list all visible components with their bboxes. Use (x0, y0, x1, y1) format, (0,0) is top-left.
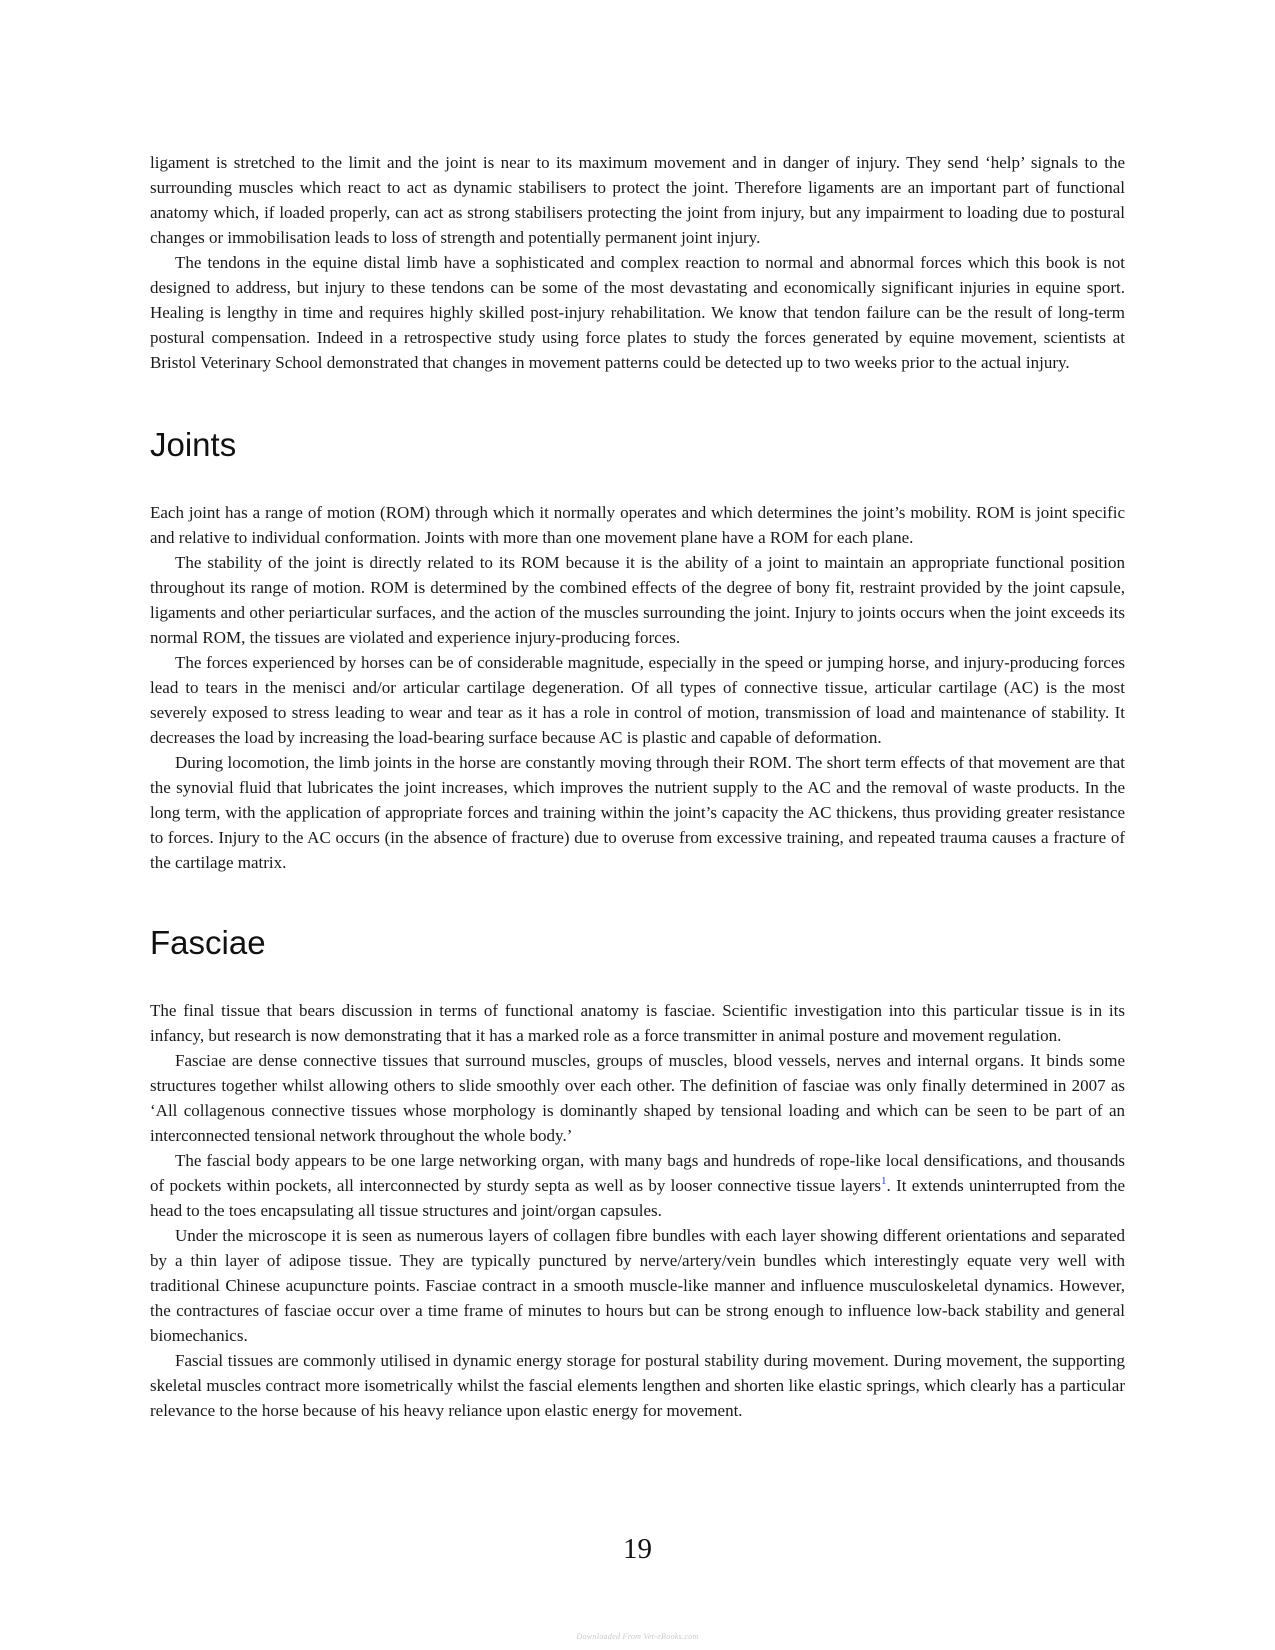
section-heading-joints: Joints (150, 426, 237, 463)
joints-paragraph-2: The stability of the joint is directly related to its ROM because it is the ability of a joint to maintain an appropriate functional position throughout its range of motion. ROM is determined by the combined effects of the degree of bony fit, restraint provided by the joint capsule, ligaments and other periarticular surfaces, and the action of the muscles surrounding the joint. Injury to joints occurs when the joint exceeds its normal ROM, the tissues are violated and experience injury-producing forces. (150, 553, 1125, 647)
joints-paragraph-4: During locomotion, the limb joints in the horse are constantly moving through their ROM. The short term effects of that movement are that the synovial fluid that lubricates the joint increases, which improves the nutrient supply to the AC and the removal of waste products. In the long term, with the application of appropriate forces and training within the joint’s capacity the AC thickens, thus providing greater resistance to forces. Injury to the AC occurs (in the absence of fracture) due to overuse from excessive training, and repeated trauma causes a fracture of the cartilage matrix. (150, 753, 1125, 872)
fasciae-paragraph-5: Fascial tissues are commonly utilised in dynamic energy storage for postural stability during movement. During movement, the supporting skeletal muscles contract more isometrically whilst the fascial elements lengthen and shorten like elastic springs, which clearly has a particular relevance to the horse because of his heavy reliance upon elastic energy for movement. (150, 1351, 1125, 1420)
joints-paragraph-1: Each joint has a range of motion (ROM) through which it normally operates and which determines the joint’s mobility. ROM is joint specific and relative to individual conformation. Joints with more than one movement plane have a ROM for each plane. (150, 503, 1125, 547)
fasciae-paragraph-3 (150, 1148, 1125, 1223)
fasciae-paragraph-2: Fasciae are dense connective tissues that surround muscles, groups of muscles, blood vessels, nerves and internal organs. It binds some structures together whilst allowing others to slide smoothly over each other. The definition of fasciae was only finally determined in 2007 as ‘All collagenous connective tissues whose morphology is dominantly shaped by tensional loading and which can be seen to be part of an interconnected tensional network throughout the whole body.’ (150, 1051, 1125, 1145)
watermark-text: Downloaded From Vet-eBooks.com (576, 1632, 699, 1641)
fasciae-paragraph-1: The final tissue that bears discussion in terms of functional anatomy is fasciae. Scientific investigation into this particular tissue is in its infancy, but research is now demonstrating that it has a marked role as a force transmitter in animal posture and movement regulation. (150, 1001, 1125, 1045)
intro-paragraph-2: The tendons in the equine distal limb have a sophisticated and complex reaction to normal and abnormal forces which this book is not designed to address, but injury to these tendons can be some of the most devastating and economically significant injuries in equine sport. Healing is lengthy in time and requires highly skilled post-injury rehabilitation. We know that tendon failure can be the result of long-term postural compensation. Indeed in a retrospective study using force plates to study the forces generated by equine movement, scientists at Bristol Veterinary School demonstrated that changes in movement patterns could be detected up to two weeks prior to the actual injury. (150, 253, 1125, 372)
footnote-reference[interactable]: 1 (881, 1175, 887, 1187)
fasciae-paragraph-3-text-before: The fascial body appears to be one large networking organ, with many bags and hundreds of rope-like local densifications, and thousands of pockets within pockets, all interconnected by sturdy septa as well as by looser connective tissue layers (150, 1151, 1125, 1195)
page-number: 19 (623, 1533, 652, 1565)
fasciae-paragraph-3-text-after: . It extends uninterrupted from the head to the toes encapsulating all tissue structures and joint/organ capsules. (150, 1176, 1125, 1220)
intro-paragraph-1: ligament is stretched to the limit and the joint is near to its maximum movement and in danger of injury. They send ‘help’ signals to the surrounding muscles which react to act as dynamic stabilisers to protect the joint. Therefore ligaments are an important part of functional anatomy which, if loaded properly, can act as strong stabilisers protecting the joint from injury, but any impairment to loading due to postural changes or immobilisation leads to loss of strength and potentially permanent joint injury. (150, 153, 1125, 247)
joints-paragraph-3: The forces experienced by horses can be of considerable magnitude, especially in the speed or jumping horse, and injury-producing forces lead to tears in the menisci and/or articular cartilage degeneration. Of all types of connective tissue, articular cartilage (AC) is the most severely exposed to stress leading to wear and tear as it has a role in control of motion, transmission of load and maintenance of stability. It decreases the load by increasing the load-bearing surface because AC is plastic and capable of deformation. (150, 653, 1125, 747)
section-heading-fasciae: Fasciae (150, 924, 266, 961)
page-content (150, 150, 1125, 1423)
fasciae-paragraph-4: Under the microscope it is seen as numerous layers of collagen fibre bundles with each layer showing different orientations and separated by a thin layer of adipose tissue. They are typically punctured by nerve/artery/vein bundles which interestingly equate very well with traditional Chinese acupuncture points. Fasciae contract in a smooth muscle-like manner and influence musculoskeletal dynamics. However, the contractures of fasciae occur over a time frame of minutes to hours but can be strong enough to influence low-back stability and general biomechanics. (150, 1226, 1125, 1345)
